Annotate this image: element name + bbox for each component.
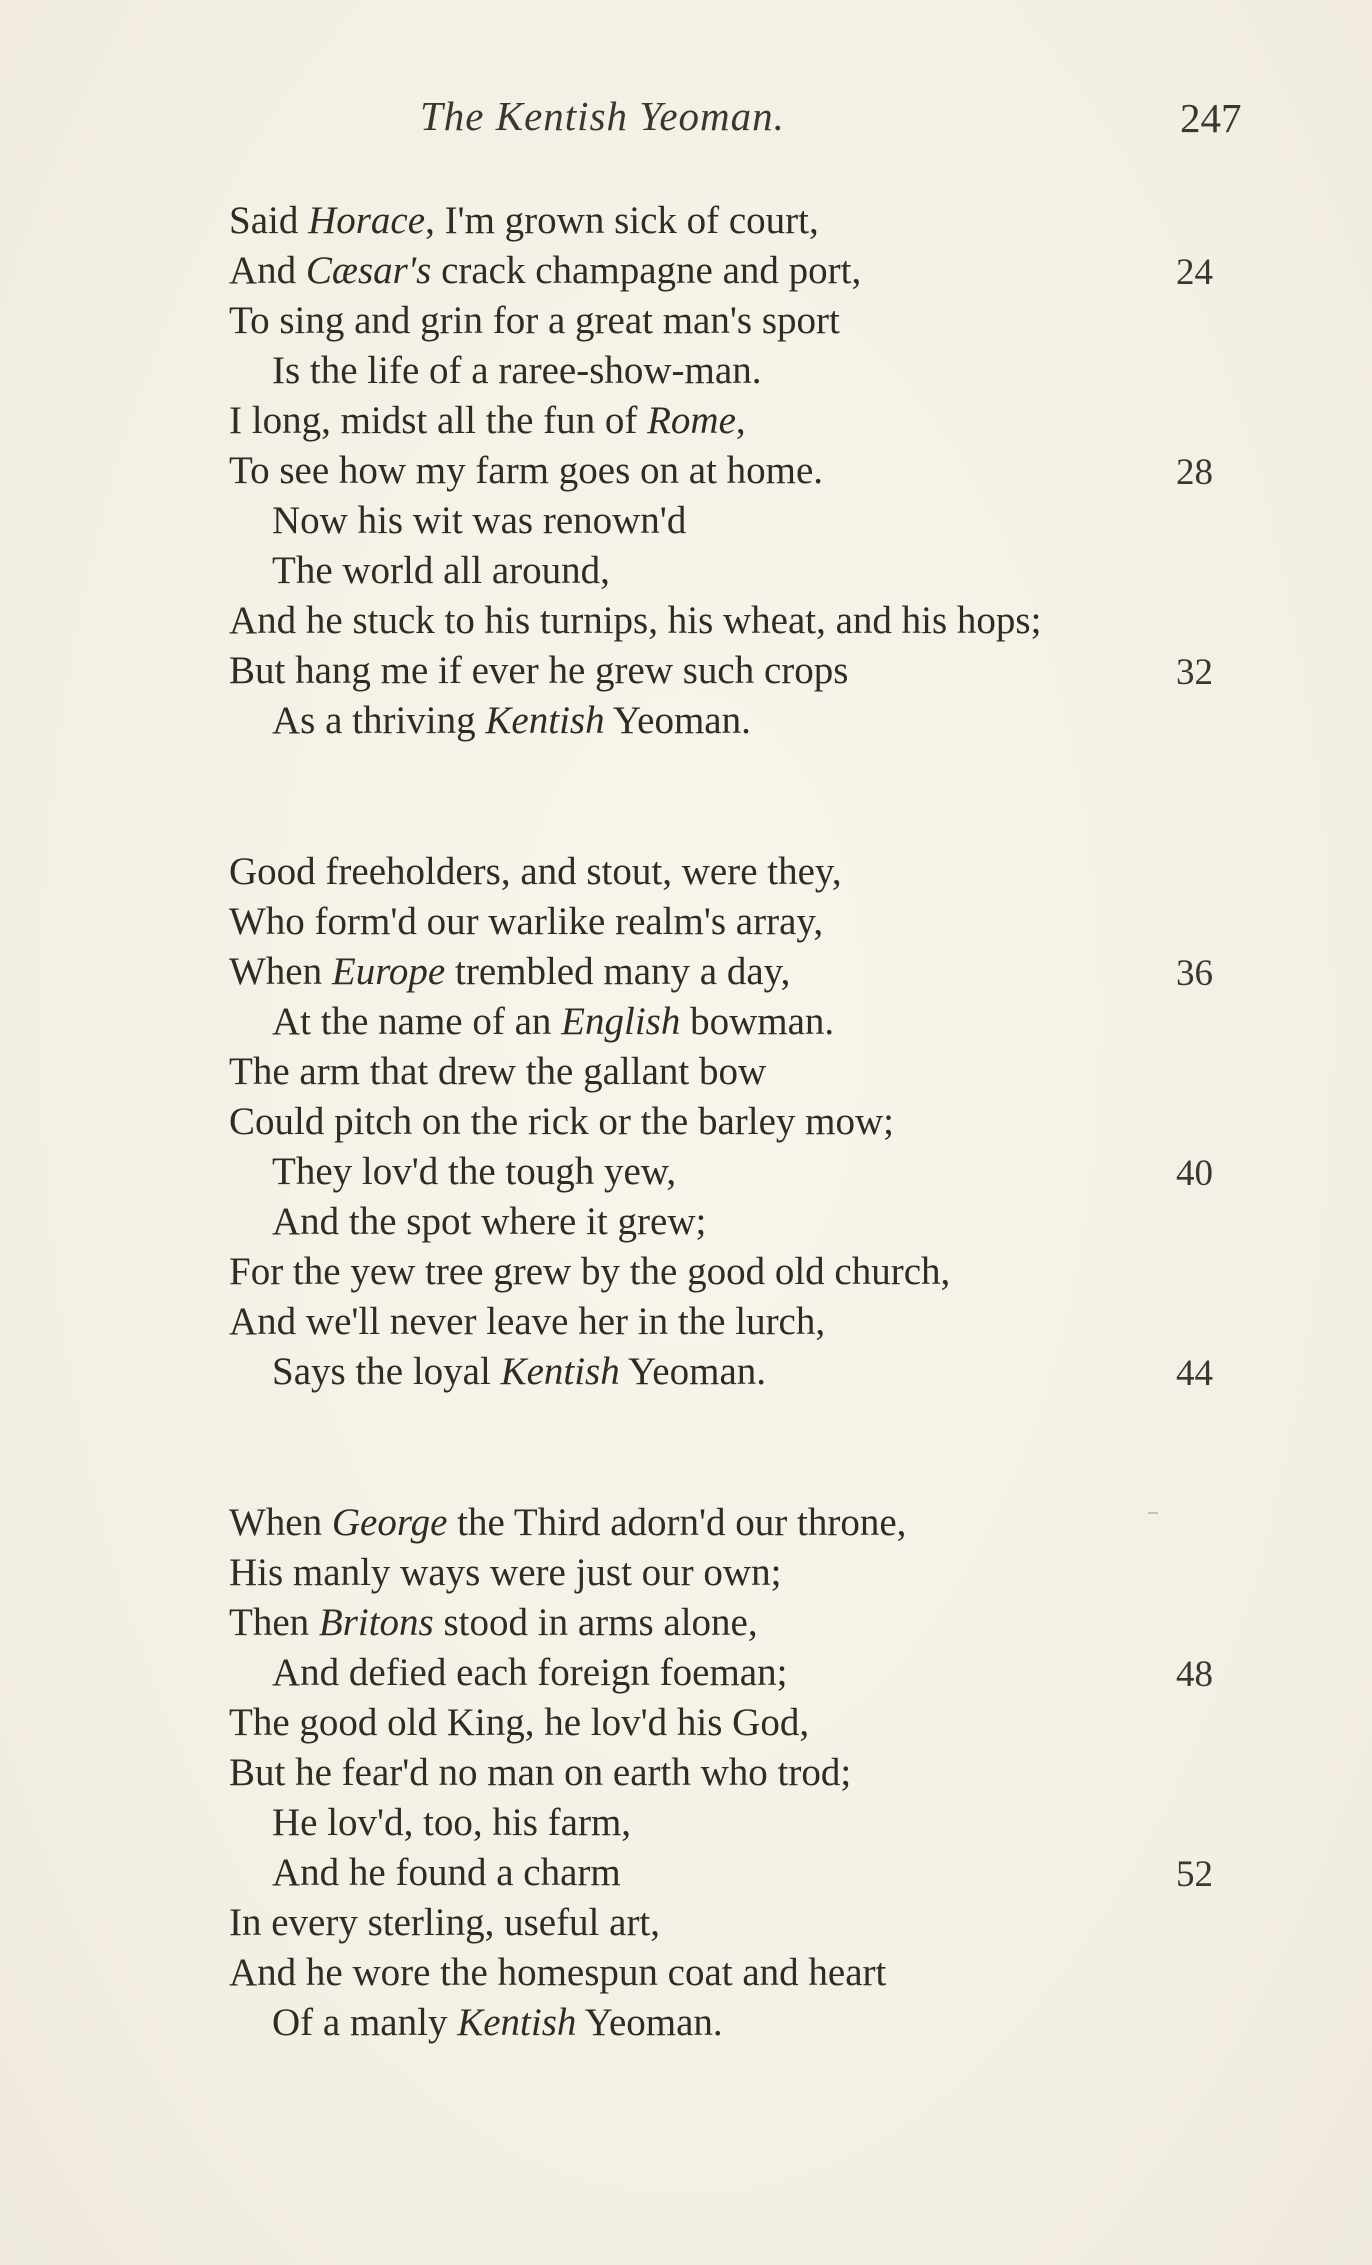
verse-line: And he wore the homespun coat and heart — [229, 1951, 887, 1994]
verse-line: The arm that drew the gallant bow — [229, 1050, 767, 1093]
verse-line: He lov'd, too, his farm, — [272, 1801, 632, 1844]
verse-line: As a thriving Kentish Yeoman. — [272, 699, 751, 742]
verse-line: At the name of an English bowman. — [272, 1000, 835, 1043]
verse-line: To sing and grin for a great man's sport — [229, 299, 840, 342]
verse-line: And he found a charm — [272, 1851, 621, 1894]
verse-line: And the spot where it grew; — [272, 1200, 707, 1243]
verse-line: The good old King, he lov'd his God, — [229, 1701, 810, 1744]
verse-line: The world all around, — [272, 549, 610, 592]
verse-line: I long, midst all the fun of Rome, — [229, 399, 746, 442]
verse-line: And Cæsar's crack champagne and port, — [229, 249, 862, 292]
verse-line: Who form'd our warlike realm's array, — [229, 900, 824, 943]
verse-line: Says the loyal Kentish Yeoman. — [272, 1350, 767, 1393]
line-number: 28 — [1176, 452, 1213, 493]
verse-line: Then Britons stood in arms alone, — [229, 1601, 758, 1644]
verse-line: For the yew tree grew by the good old church, — [229, 1250, 951, 1293]
verse-line: Good freeholders, and stout, were they, — [229, 850, 842, 893]
verse-line: But hang me if ever he grew such crops — [229, 649, 849, 692]
verse-line: Is the life of a raree-show-man. — [272, 349, 762, 392]
line-number: 44 — [1176, 1353, 1213, 1394]
line-number: 52 — [1176, 1854, 1213, 1895]
verse-line: When Europe trembled many a day, — [229, 950, 791, 993]
verse-line: To see how my farm goes on at home. — [229, 449, 824, 492]
line-number: 24 — [1176, 252, 1213, 293]
verse-line: Could pitch on the rick or the barley mow; — [229, 1100, 895, 1143]
line-number: 36 — [1176, 953, 1213, 994]
verse-line: When George the Third adorn'd our throne, — [229, 1501, 907, 1544]
verse-line: Of a manly Kentish Yeoman. — [272, 2001, 723, 2044]
verse-line: But he fear'd no man on earth who trod; — [229, 1751, 852, 1794]
stray-mark — [1148, 1512, 1158, 1514]
line-number: 48 — [1176, 1654, 1213, 1695]
verse-line: His manly ways were just our own; — [229, 1551, 782, 1594]
verse-line: And he stuck to his turnips, his wheat, and his hops; — [229, 599, 1042, 642]
running-title: The Kentish Yeoman. — [420, 93, 785, 139]
verse-line: And we'll never leave her in the lurch, — [229, 1300, 826, 1343]
verse-line: Now his wit was renown'd — [272, 499, 687, 542]
verse-line: They lov'd the tough yew, — [272, 1150, 677, 1193]
page-number: 247 — [1180, 95, 1242, 141]
verse-line: Said Horace, I'm grown sick of court, — [229, 199, 819, 242]
running-head — [0, 92, 1372, 152]
verse-line: And defied each foreign foeman; — [272, 1651, 788, 1694]
line-number: 32 — [1176, 652, 1213, 693]
verse-line: In every sterling, useful art, — [229, 1901, 661, 1944]
line-number: 40 — [1176, 1153, 1213, 1194]
